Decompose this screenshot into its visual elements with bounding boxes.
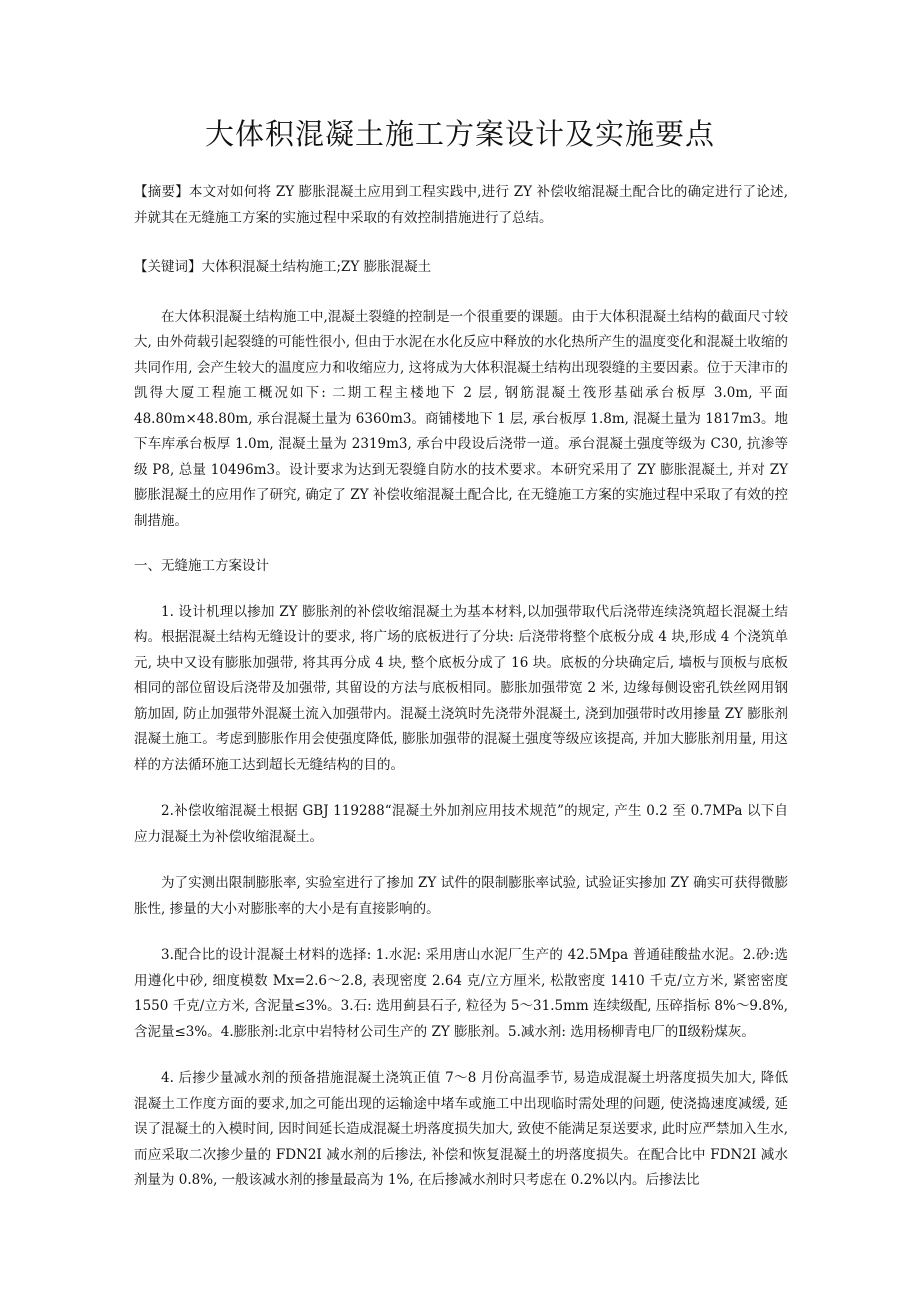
document-title: 大体积混凝土施工方案设计及实施要点: [204, 117, 715, 151]
body-paragraph-3: 为了实测出限制膨胀率, 实验室进行了掺加 ZY 试件的限制膨胀率试验, 试验证实掺加 ZY 确实可获得微膨胀性, 掺量的大小对膨胀率的大小是有直接影响的。: [134, 875, 788, 917]
document-body: [134, 180, 788, 1194]
body-paragraph-5: 4. 后掺少量减水剂的预备措施混凝土浇筑正值 7～8 月份高温季节, 易造成混凝土坍落度损失加大, 降低混凝土工作度方面的要求,加之可能出现的运输途中堵车或施工中出现临时需处理的问题, 使浇捣速度减缓, 延误了混凝土的入模时间, 因时间延长造成混凝土坍落度损失加大, 致使不能满足泵送要求, 此时应严禁加入生水, 而应采取二次掺少量的 FDN2I 减水剂的后掺法, 补偿和恢复混凝土的坍落度损失。在配合比中 FDN2I 减水剂量为 0.8%, 一般该减水剂的掺量最高为 1%, 在后掺减水剂时只考虑在 0.2%以内。后掺法比: [134, 1070, 788, 1188]
body-paragraph-2: 2.补偿收缩混凝土根据 GBJ 119288“混凝土外加剂应用技术规范”的规定, 产生 0.2 至 0.7MPa 以下自应力混凝土为补偿收缩混凝土。: [134, 803, 788, 845]
abstract-paragraph: 【摘要】本文对如何将 ZY 膨胀混凝土应用到工程实践中,进行 ZY 补偿收缩混凝土配合比的确定进行了论述, 并就其在无缝施工方案的实施过程中采取的有效控制措施进行了总结。: [134, 184, 788, 226]
section-heading: 一、无缝施工方案设计: [134, 558, 269, 574]
keywords-paragraph: 【关键词】大体积混凝土结构施工;ZY 膨胀混凝土: [134, 259, 432, 275]
intro-paragraph: 在大体积混凝土结构施工中,混凝土裂缝的控制是一个很重要的课题。由于大体积混凝土结构的截面尺寸较大, 由外荷载引起裂缝的可能性很小, 但由于水泥在水化反应中释放的水化热所产生的温度变化和混凝土收缩的共同作用, 会产生较大的温度应力和收缩应力, 这将成为大体积混凝土结构出现裂缝的主要因素。位于天津市的凯得大厦工程施工概况如下: 二期工程主楼地下 2 层, 钢筋混凝土筏形基础承台板厚 3.0m, 平面 48.80m×48.80m, 承台混凝土量为 6360m3。商铺楼地下 1 层, 承台板厚 1.8m, 混凝土量为 1817m3。地下车库承台板厚 1.0m, 混凝土量为 2319m3, 承台中段设后浇带一道。承台混凝土强度等级为 C30, 抗渗等级 P8, 总量 10496m3。设计要求为达到无裂缝自防水的技术要求。本研究采用了 ZY 膨胀混凝土, 并对 ZY 膨胀混凝土的应用作了研究, 确定了 ZY 补偿收缩混凝土配合比, 在无缝施工方案的实施过程中采取了有效的控制措施。: [134, 308, 788, 529]
body-paragraph-1: 1. 设计机理以掺加 ZY 膨胀剂的补偿收缩混凝土为基本材料,以加强带取代后浇带连续浇筑超长混凝土结构。根据混凝土结构无缝设计的要求, 将广场的底板进行了分块: 后浇带将整个底板分成 4 块,形成 4 个浇筑单元, 块中又设有膨胀加强带, 将其再分成 4 块, 整个底板分成了 16 块。底板的分块确定后, 墙板与顶板与底板相同的部位留设后浇带及加强带, 其留设的方法与底板相同。膨胀加强带宽 2 米, 边缘每侧设密孔铁丝网用钢筋加固, 防止加强带外混凝土流入加强带内。混凝土浇筑时先浇带外混凝土, 浇到加强带时改用掺量 ZY 膨胀剂混凝土施工。考虑到膨胀作用会使强度降低, 膨胀加强带的混凝土强度等级应该提高, 并加大膨胀剂用量, 用这样的方法循环施工达到超长无缝结构的目的。: [134, 603, 788, 773]
body-paragraph-4: 3.配合比的设计混凝土材料的选择: 1.水泥: 采用唐山水泥厂生产的 42.5Mpa 普通硅酸盐水泥。2.砂:选用遵化中砂, 细度模数 Mx=2.6～2.8, 表现密度 2.64 克/立方厘米, 松散密度 1410 千克/立方米, 紧密密度 1550 千克/立方米, 含泥量≤3%。3.石: 选用蓟县石子, 粒径为 5～31.5mm 连续级配, 压碎指标 8%～9.8%, 含泥量≤3%。4.膨胀剂:北京中岩特材公司生产的 ZY 膨胀剂。5.减水剂: 选用杨柳青电厂的Ⅱ级粉煤灰。: [134, 947, 788, 1040]
